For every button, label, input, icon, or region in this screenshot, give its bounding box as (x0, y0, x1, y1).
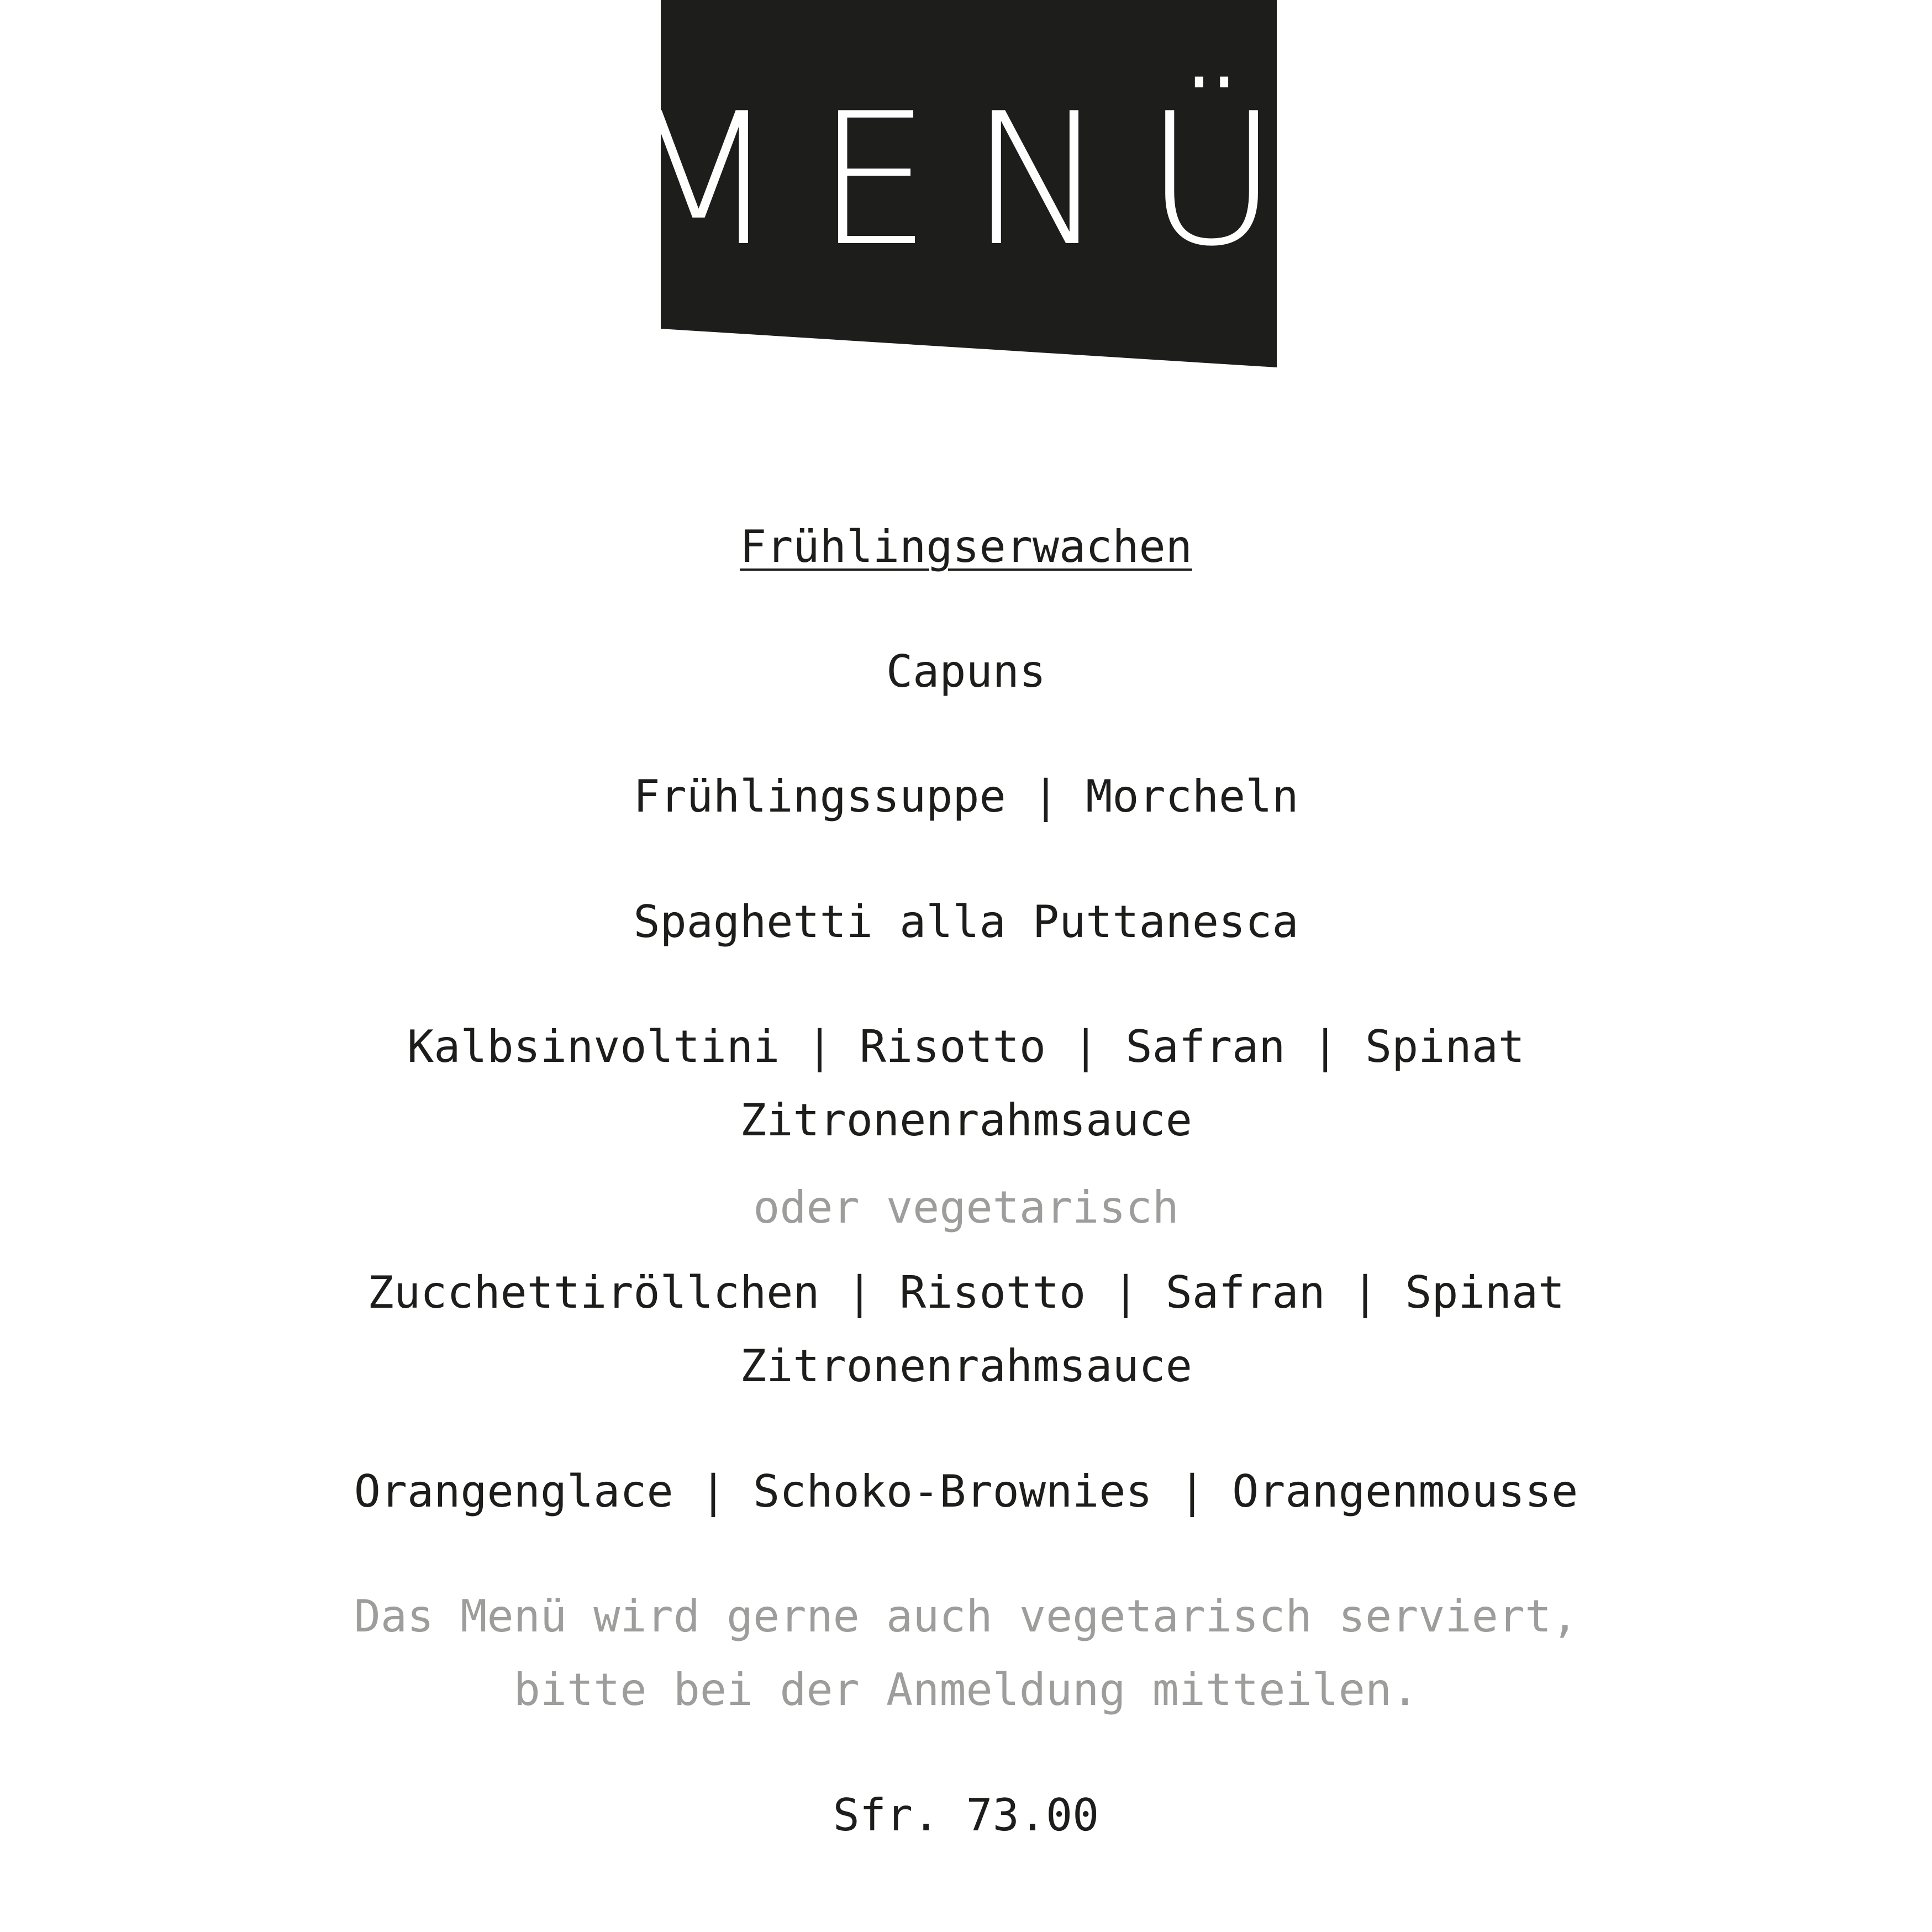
veg-course-line-2: Zitronenrahmsauce (740, 1340, 1192, 1392)
course-pasta: Spaghetti alla Puttanesca (633, 896, 1299, 947)
course-starter: Capuns (886, 646, 1046, 697)
menu-price: Sfr. 73.00 (833, 1789, 1099, 1841)
alternative-label: oder vegetarisch (753, 1182, 1179, 1233)
note-line-2: bitte bei der Anmeldung mitteilen. (513, 1664, 1419, 1715)
note-line-1: Das Menü wird gerne auch vegetarisch serviert, (354, 1591, 1578, 1642)
main-course-line-1: Kalbsinvoltini | Risotto | Safran | Spinat (407, 1021, 1525, 1072)
banner-title: MENÜ (620, 74, 1317, 286)
main-course-line-2: Zitronenrahmsauce (740, 1094, 1192, 1146)
course-dessert: Orangenglace | Schoko-Brownies | Orangenmousse (354, 1466, 1578, 1517)
menu-banner (620, 0, 1317, 367)
course-soup: Frühlingssuppe | Morcheln (633, 771, 1299, 822)
veg-course-line-1: Zucchettiröllchen | Risotto | Safran | Spinat (367, 1267, 1565, 1318)
menu-name: Frühlingserwachen (740, 521, 1192, 572)
